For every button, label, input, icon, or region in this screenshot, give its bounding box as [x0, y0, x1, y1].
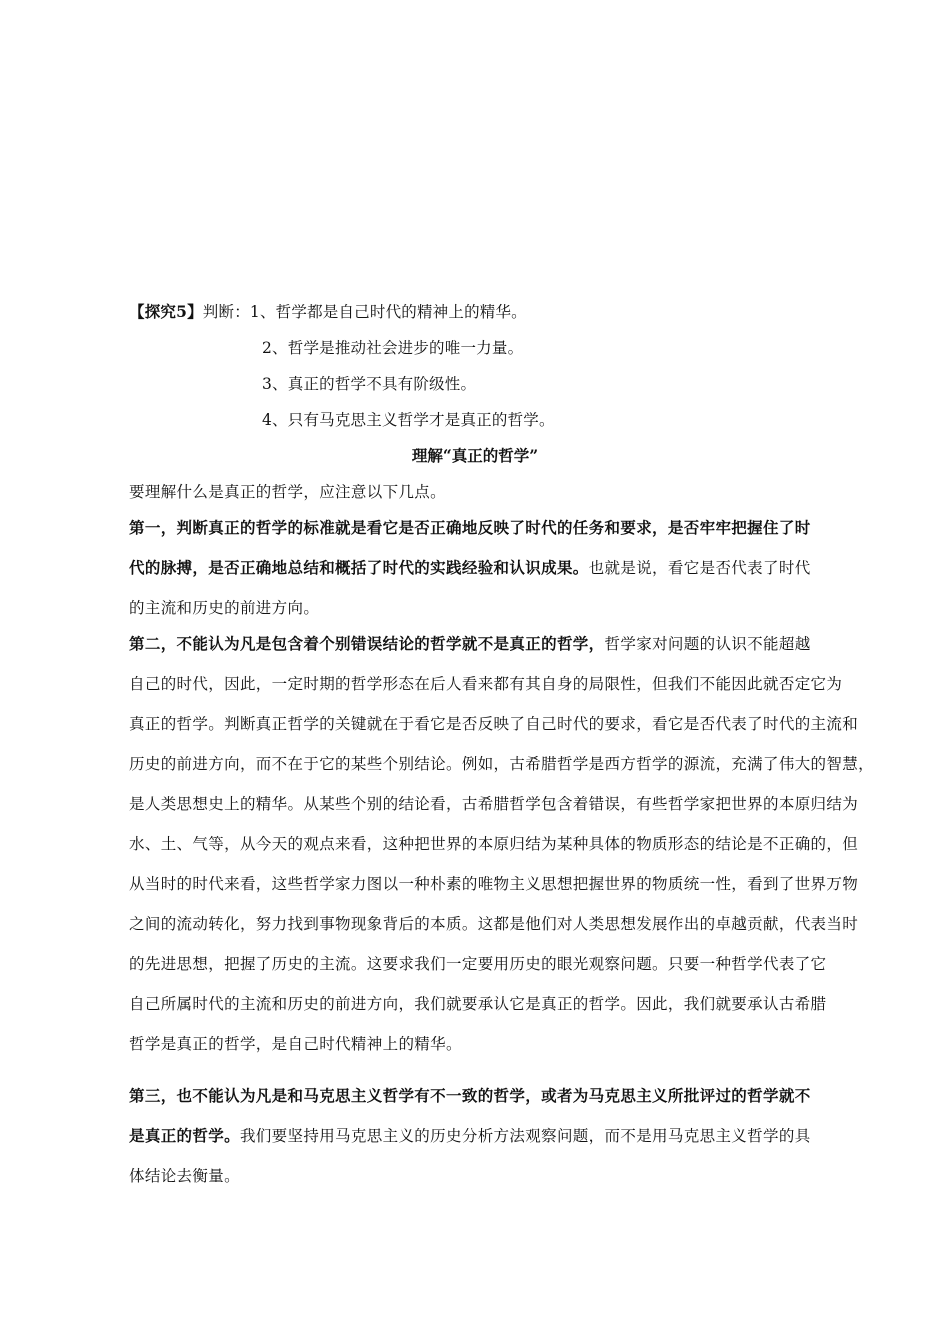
p2-line-6: 水、土、气等，从今天的观点来看，这种把世界的本原归结为某种具体的物质形态的结论是不正确的，但 [129, 835, 859, 853]
p3-bold-text: 是真正的哲学。 [129, 1126, 240, 1145]
explore-tag: 【探究5】 [129, 302, 203, 321]
p2-bold-text: 第二，不能认为凡是包含着个别错误结论的哲学就不是真正的哲学， [129, 634, 605, 653]
p3-rest-text: 我们要坚持用马克思主义的历史分析方法观察问题，而不是用马克思主义哲学的具 [239, 1127, 811, 1145]
p2-line-8: 之间的流动转化，努力找到事物现象背后的本质。这都是他们对人类思想发展作出的卓越贡献，代表当时 [129, 915, 859, 933]
explore-intro: 判断： [202, 303, 250, 321]
p1-bold-text: 代的脉搏，是否正确地总结和概括了时代的实践经验和认识成果。 [129, 558, 589, 577]
p2-rest-text: 哲学家对问题的认识不能超越 [604, 635, 811, 653]
p2-line-4: 历史的前进方向，而不在于它的某些个别结论。例如，古希腊哲学是西方哲学的源流，充满了伟大的智慧， [129, 755, 874, 773]
p3-line-2 [129, 1126, 829, 1146]
p3-line-3: 体结论去衡量。 [129, 1167, 240, 1185]
p2-line-10: 自己所属时代的主流和历史的前进方向，我们就要承认它是真正的哲学。因此，我们就要承认古希腊 [129, 995, 827, 1013]
p1-line-3: 的主流和历史的前进方向。 [129, 599, 320, 617]
explore-item: 3、真正的哲学不具有阶级性。 [262, 375, 477, 393]
p1-line-2 [129, 558, 829, 578]
p2-line-11: 哲学是真正的哲学，是自己时代精神上的精华。 [129, 1035, 462, 1053]
p2-line-9: 的先进思想，把握了历史的主流。这要求我们一定要用历史的眼光观察问题。只要一种哲学代表了它 [129, 955, 827, 973]
p2-line-1 [129, 634, 829, 654]
explore-line-1 [129, 302, 527, 322]
section-title: 理解“真正的哲学” [411, 446, 539, 465]
p2-line-7: 从当时的时代来看，这些哲学家力图以一种朴素的唯物主义思想把握世界的物质统一性，看到了世界万物 [129, 875, 859, 893]
explore-item: 4、只有马克思主义哲学才是真正的哲学。 [262, 411, 555, 429]
explore-item: 1、哲学都是自己时代的精神上的精华。 [249, 303, 527, 321]
section-intro: 要理解什么是真正的哲学，应注意以下几点。 [129, 483, 447, 501]
p2-line-5: 是人类思想史上的精华。从某些个别的结论看，古希腊哲学包含着错误，有些哲学家把世界的本原归结为 [129, 795, 859, 813]
p1-line-1: 第一，判断真正的哲学的标准就是看它是否正确地反映了时代的任务和要求，是否牢牢把握住了时 [129, 518, 811, 537]
p2-line-2: 自己的时代，因此，一定时期的哲学形态在后人看来都有其自身的局限性，但我们不能因此就否定它为 [129, 675, 843, 693]
p2-line-3: 真正的哲学。判断真正哲学的关键就在于看它是否反映了自己时代的要求，看它是否代表了时代的主流和 [129, 715, 859, 733]
explore-item: 2、哲学是推动社会进步的唯一力量。 [262, 339, 524, 357]
p1-rest-text: 也就是说，看它是否代表了时代 [588, 559, 811, 577]
p3-line-1: 第三，也不能认为凡是和马克思主义哲学有不一致的哲学，或者为马克思主义所批评过的哲学就不 [129, 1086, 811, 1105]
